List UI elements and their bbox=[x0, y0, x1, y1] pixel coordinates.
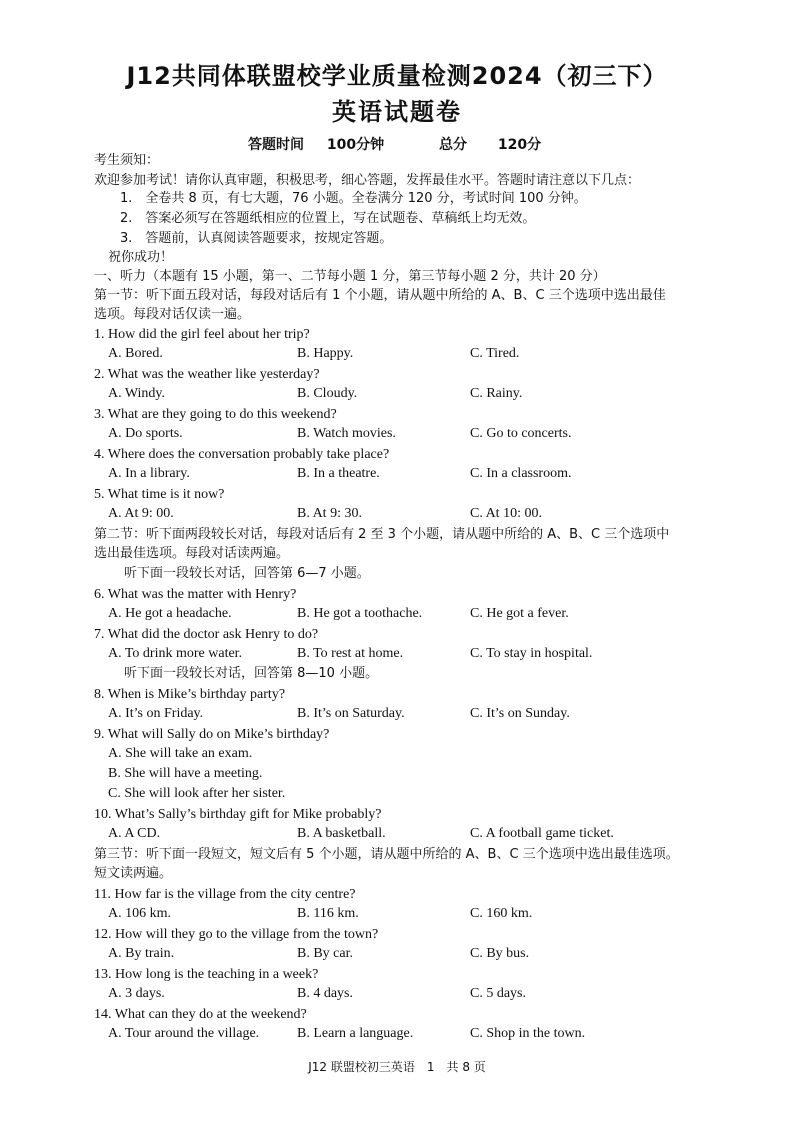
option-a: A. At 9: 00. bbox=[108, 506, 174, 521]
option-b: B. Watch movies. bbox=[297, 426, 396, 441]
page-footer bbox=[0, 1058, 794, 1075]
option-c: C. Shop in the town. bbox=[470, 1026, 586, 1041]
question-text: 13. How long is the teaching in a week? bbox=[94, 967, 319, 982]
section3-instructions: 第三节：听下面一段短文，短文后有 5 个小题，请从题中所给的 A、B、C 三个选项中选出最佳选项。 bbox=[94, 847, 679, 862]
option-c: C. He got a fever. bbox=[470, 606, 569, 621]
option-b: B. Happy. bbox=[297, 346, 354, 361]
page-title: J12共同体联盟校学业质量检测2024（初三下） bbox=[126, 62, 668, 90]
option-a: A. It’s on Friday. bbox=[108, 706, 204, 721]
option-b: B. He got a toothache. bbox=[297, 606, 423, 621]
notice-heading: 考生须知： bbox=[94, 153, 160, 168]
footer-label: J12 联盟校初三英语 bbox=[308, 1060, 415, 1074]
question-text: 6. What was the matter with Henry? bbox=[94, 587, 297, 602]
section2-instructions: 第二节：听下面两段较长对话，每段对话后有 2 至 3 个小题，请从题中所给的 A、B、C 三个选项中 bbox=[94, 527, 670, 542]
option-a: A. He got a headache. bbox=[108, 606, 232, 621]
option-b: B. By car. bbox=[297, 946, 353, 961]
option-b: B. 116 km. bbox=[297, 906, 359, 921]
option-c: C. Go to concerts. bbox=[470, 426, 572, 441]
footer-total-pages: 共 8 页 bbox=[446, 1060, 486, 1074]
question-text: 3. What are they going to do this weekend? bbox=[94, 407, 337, 422]
question-text: 8. When is Mike’s birthday party? bbox=[94, 687, 286, 702]
time-value: 100分钟 bbox=[326, 137, 385, 153]
option-b: B. Cloudy. bbox=[297, 386, 358, 401]
option-a: A. She will take an exam. bbox=[108, 746, 253, 761]
notice-item: 1. 全卷共 8 页，有七大题，76 小题。全卷满分 120 分，考试时间 100 分钟。 bbox=[120, 191, 587, 206]
notice-intro: 欢迎参加考试！请你认真审题，积极思考，细心答题，发挥最佳水平。答题时请注意以下几点： bbox=[94, 173, 641, 188]
section1-instructions-2: 选项。每段对话仅读一遍。 bbox=[94, 307, 251, 322]
page-subtitle: 英语试题卷 bbox=[332, 98, 462, 126]
question-text: 1. How did the girl feel about her trip? bbox=[94, 327, 310, 342]
option-c: C. 160 km. bbox=[470, 906, 533, 921]
option-a: A. Tour around the village. bbox=[108, 1026, 260, 1041]
option-a: A. Do sports. bbox=[108, 426, 183, 441]
question-text: 12. How will they go to the village from the town? bbox=[94, 927, 379, 942]
section3-instructions-2: 短文读两遍。 bbox=[94, 866, 173, 881]
question-text: 2. What was the weather like yesterday? bbox=[94, 367, 320, 382]
option-c: C. To stay in hospital. bbox=[470, 646, 593, 661]
option-c: C. At 10: 00. bbox=[470, 506, 542, 521]
option-b: B. At 9: 30. bbox=[297, 506, 362, 521]
notice-item: 3. 答题前，认真阅读答题要求，按规定答题。 bbox=[120, 231, 393, 246]
notice-item: 2. 答案必须写在答题纸相应的位置上，写在试题卷、草稿纸上均无效。 bbox=[120, 211, 536, 226]
notice-closing: 祝你成功！ bbox=[108, 250, 174, 265]
question-text: 10. What’s Sally’s birthday gift for Mike probably? bbox=[94, 807, 382, 822]
score-value: 120分 bbox=[497, 137, 542, 153]
score-label: 总分 bbox=[438, 137, 467, 153]
option-c: C. She will look after her sister. bbox=[108, 786, 286, 801]
option-c: C. Rainy. bbox=[470, 386, 523, 401]
question-text: 14. What can they do at the weekend? bbox=[94, 1007, 307, 1022]
option-b: B. A basketball. bbox=[297, 826, 386, 841]
option-a: A. 3 days. bbox=[108, 986, 165, 1001]
section2-instructions-2: 选出最佳选项。每段对话读两遍。 bbox=[94, 546, 290, 561]
option-a: A. Bored. bbox=[108, 346, 163, 361]
part1-heading: 一、听力（本题有 15 小题，第一、二节每小题 1 分，第三节每小题 2 分，共计 20 分） bbox=[94, 269, 606, 284]
option-c: C. In a classroom. bbox=[470, 466, 572, 481]
option-c: C. Tired. bbox=[470, 346, 520, 361]
option-b: B. Learn a language. bbox=[297, 1026, 414, 1041]
option-b: B. In a theatre. bbox=[297, 466, 380, 481]
option-c: C. It’s on Sunday. bbox=[470, 706, 570, 721]
section2-note: 听下面一段较长对话，回答第 6—7 小题。 bbox=[124, 566, 370, 581]
option-b: B. She will have a meeting. bbox=[108, 766, 263, 781]
time-label: 答题时间 bbox=[248, 137, 304, 153]
section2-note: 听下面一段较长对话，回答第 8—10 小题。 bbox=[124, 666, 379, 681]
option-b: B. To rest at home. bbox=[297, 646, 404, 661]
section1-instructions: 第一节：听下面五段对话，每段对话后有 1 个小题，请从题中所给的 A、B、C 三个选项中选出最佳 bbox=[94, 288, 666, 303]
question-text: 9. What will Sally do on Mike’s birthday? bbox=[94, 727, 330, 742]
option-a: A. Windy. bbox=[108, 386, 165, 401]
question-text: 7. What did the doctor ask Henry to do? bbox=[94, 627, 319, 642]
option-a: A. A CD. bbox=[108, 826, 161, 841]
option-a: A. 106 km. bbox=[108, 906, 171, 921]
footer-page-number: 1 bbox=[426, 1060, 435, 1074]
option-c: C. 5 days. bbox=[470, 986, 526, 1001]
question-text: 11. How far is the village from the city centre? bbox=[94, 887, 356, 902]
option-a: A. To drink more water. bbox=[108, 646, 243, 661]
option-c: C. By bus. bbox=[470, 946, 530, 961]
option-b: B. It’s on Saturday. bbox=[297, 706, 405, 721]
option-b: B. 4 days. bbox=[297, 986, 353, 1001]
question-text: 5. What time is it now? bbox=[94, 487, 225, 502]
option-c: C. A football game ticket. bbox=[470, 826, 614, 841]
question-text: 4. Where does the conversation probably take place? bbox=[94, 447, 390, 462]
option-a: A. In a library. bbox=[108, 466, 190, 481]
exam-meta bbox=[248, 134, 541, 154]
option-a: A. By train. bbox=[108, 946, 175, 961]
